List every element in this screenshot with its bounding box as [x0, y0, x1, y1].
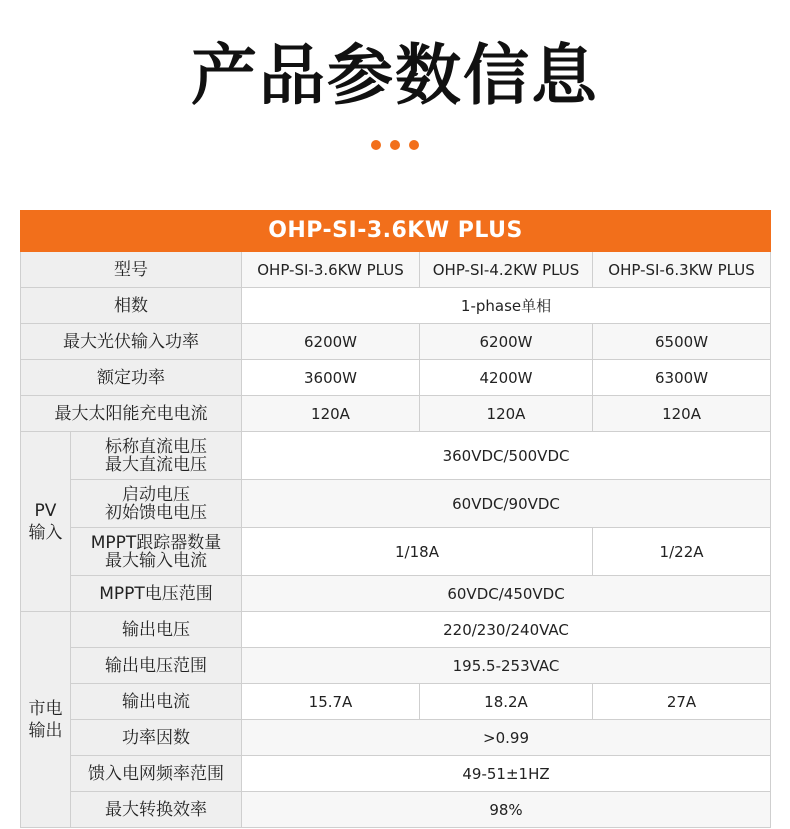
dot-decoration [390, 140, 400, 150]
max-solar-charge-value: 120A [242, 396, 420, 432]
table-row [21, 612, 771, 648]
mppt-trackers-label-1: MPPT跟踪器数量 [90, 532, 222, 553]
model-value: OHP-SI-3.6KW PLUS [242, 252, 420, 288]
table-row [21, 324, 771, 360]
mppt-trackers-value: 1/18A [242, 528, 593, 576]
table-row [21, 288, 771, 324]
output-current-value: 15.7A [242, 684, 420, 720]
output-voltage-value: 220/230/240VAC [242, 612, 771, 648]
rated-power-value: 6300W [593, 360, 771, 396]
dot-decoration [371, 140, 381, 150]
max-pv-power-value: 6200W [242, 324, 420, 360]
start-voltage-label-1: 启动电压 [122, 484, 190, 505]
dot-decoration [409, 140, 419, 150]
dc-voltage-value: 360VDC/500VDC [242, 432, 771, 480]
table-row [21, 684, 771, 720]
row-label-dc-voltage [71, 432, 242, 480]
row-label-max-pv-power: 最大光伏输入功率 [21, 324, 242, 360]
row-label-model: 型号 [21, 252, 242, 288]
dc-voltage-label-1: 标称直流电压 [105, 436, 207, 457]
max-pv-power-value: 6200W [420, 324, 593, 360]
pv-group-line1: PV [34, 500, 57, 521]
row-label-output-current: 输出电流 [71, 684, 242, 720]
grid-group-line1: 市电 [28, 698, 63, 719]
table-row [21, 432, 771, 480]
feed-frequency-value: 49-51±1HZ [242, 756, 771, 792]
title-dots [0, 140, 790, 150]
spec-table [20, 210, 771, 828]
phase-value: 1-phase单相 [242, 288, 771, 324]
mppt-trackers-label-2: 最大输入电流 [105, 550, 207, 571]
max-solar-charge-value: 120A [593, 396, 771, 432]
row-label-power-factor: 功率因数 [71, 720, 242, 756]
dc-voltage-label-2: 最大直流电压 [105, 454, 207, 475]
table-row [21, 576, 771, 612]
model-value: OHP-SI-6.3KW PLUS [593, 252, 771, 288]
table-row [21, 720, 771, 756]
pv-group-line2: 输入 [28, 522, 63, 543]
row-label-feed-frequency: 馈入电网频率范围 [71, 756, 242, 792]
mppt-range-value: 60VDC/450VDC [242, 576, 771, 612]
output-current-value: 18.2A [420, 684, 593, 720]
grid-group-line2: 输出 [28, 720, 63, 741]
table-row [21, 360, 771, 396]
output-current-value: 27A [593, 684, 771, 720]
row-label-max-solar-charge: 最大太阳能充电电流 [21, 396, 242, 432]
output-voltage-range-value: 195.5-253VAC [242, 648, 771, 684]
page-title: 产品参数信息 [191, 37, 599, 114]
row-label-output-voltage: 输出电压 [71, 612, 242, 648]
row-label-mppt-range: MPPT电压范围 [71, 576, 242, 612]
pv-input-group-label [21, 432, 71, 612]
row-label-mppt-trackers [71, 528, 242, 576]
table-header: OHP-SI-3.6KW PLUS [21, 211, 771, 252]
start-voltage-label-2: 初始馈电电压 [105, 502, 207, 523]
rated-power-value: 4200W [420, 360, 593, 396]
table-row [21, 396, 771, 432]
table-row [21, 756, 771, 792]
max-solar-charge-value: 120A [420, 396, 593, 432]
table-row [21, 528, 771, 576]
rated-power-value: 3600W [242, 360, 420, 396]
row-label-start-voltage [71, 480, 242, 528]
row-label-max-efficiency: 最大转换效率 [71, 792, 242, 828]
row-label-rated-power: 额定功率 [21, 360, 242, 396]
table-row [21, 648, 771, 684]
max-efficiency-value: 98% [242, 792, 771, 828]
row-label-output-voltage-range: 输出电压范围 [71, 648, 242, 684]
model-value: OHP-SI-4.2KW PLUS [420, 252, 593, 288]
table-row [21, 480, 771, 528]
row-label-phase: 相数 [21, 288, 242, 324]
table-row [21, 792, 771, 828]
mppt-trackers-value: 1/22A [593, 528, 771, 576]
power-factor-value: >0.99 [242, 720, 771, 756]
table-row [21, 252, 771, 288]
grid-output-group-label [21, 612, 71, 828]
start-voltage-value: 60VDC/90VDC [242, 480, 771, 528]
max-pv-power-value: 6500W [593, 324, 771, 360]
